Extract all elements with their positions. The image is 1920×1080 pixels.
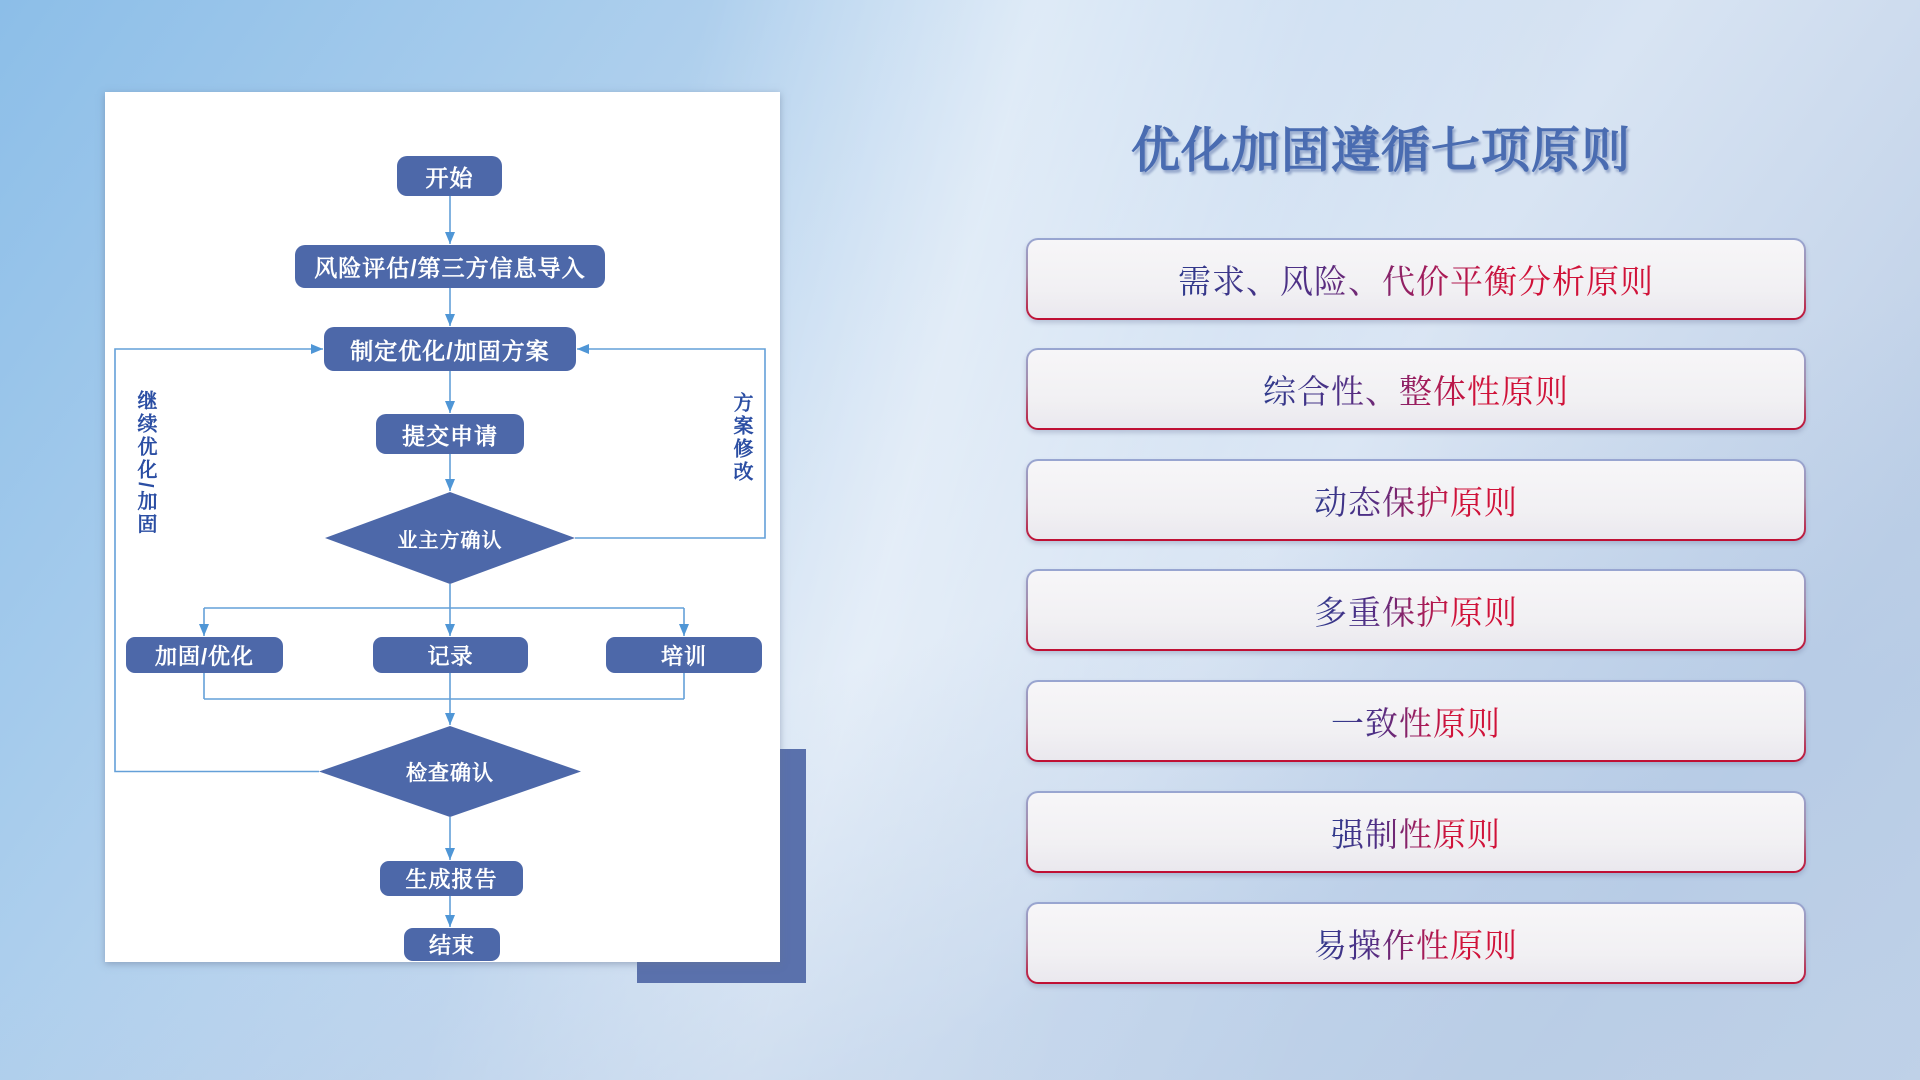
flowchart-decision-check-confirm: 检查确认 <box>406 761 494 785</box>
flowchart-node-risk-import: 风险评估/第三方信息导入 <box>295 245 605 288</box>
principle-item-3 <box>1026 459 1806 541</box>
principle-item-6 <box>1026 791 1806 873</box>
flowchart-node-end: 结束 <box>404 928 500 961</box>
flowchart-node-submit: 提交申请 <box>376 414 524 454</box>
flowchart-node-record: 记录 <box>373 637 528 673</box>
flowchart-node-training: 培训 <box>606 637 762 673</box>
flowchart-node-report: 生成报告 <box>380 861 523 896</box>
principle-text-3: 动态保护原则 <box>1314 477 1518 524</box>
edge-label-continue-optimize: 继续优化/加固 <box>134 390 156 537</box>
flowchart-card <box>105 92 780 962</box>
flowchart-decision-owner-confirm: 业主方确认 <box>397 529 503 552</box>
principle-text-1: 需求、风险、代价平衡分析原则 <box>1178 256 1654 303</box>
principle-item-1 <box>1026 238 1806 320</box>
flowchart-node-reinforce: 加固/优化 <box>126 637 283 673</box>
principle-item-5 <box>1026 680 1806 762</box>
principle-item-4 <box>1026 569 1806 651</box>
principle-text-6: 强制性原则 <box>1331 809 1501 856</box>
page-title: 优化加固遵循七项原则 <box>1131 124 1632 178</box>
principle-text-2: 综合性、整体性原则 <box>1263 366 1569 413</box>
flowchart-node-start: 开始 <box>397 156 502 196</box>
principle-item-7 <box>1026 902 1806 984</box>
principle-text-7: 易操作性原则 <box>1314 920 1518 967</box>
edge-label-plan-revision: 方案修改 <box>730 392 752 484</box>
flowchart-node-make-plan: 制定优化/加固方案 <box>324 327 576 371</box>
principle-text-5: 一致性原则 <box>1331 698 1501 745</box>
principle-item-2 <box>1026 348 1806 430</box>
principle-text-4: 多重保护原则 <box>1314 587 1518 634</box>
